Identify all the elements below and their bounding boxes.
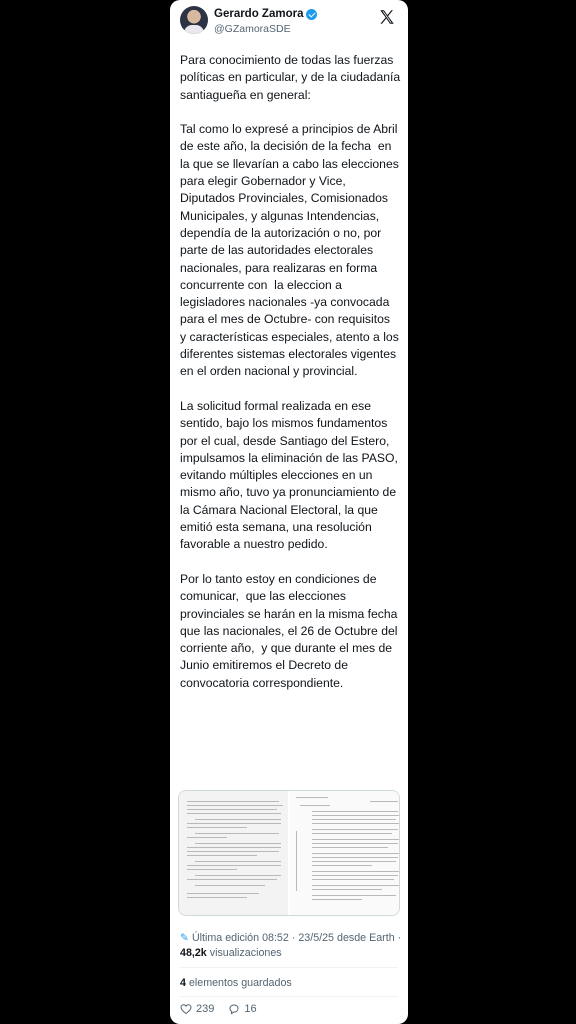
edit-pencil-icon: ✎ — [180, 932, 189, 944]
bookmarks-count[interactable] — [180, 977, 292, 989]
tweet-metadata — [180, 931, 402, 961]
like-button[interactable] — [180, 1003, 214, 1015]
avatar[interactable] — [180, 6, 208, 34]
bookmarks-label: elementos guardados — [188, 977, 292, 989]
like-count: 239 — [196, 1003, 215, 1015]
bookmarks-number: 4 — [180, 977, 186, 989]
x-logo-icon[interactable] — [378, 8, 396, 26]
tweet-date[interactable]: 23/5/25 — [298, 932, 335, 944]
verified-badge-icon — [306, 9, 317, 20]
heart-icon — [180, 1003, 192, 1015]
meta-separator: · — [397, 932, 402, 944]
author-name-row[interactable] — [214, 6, 317, 22]
views-label: visualizaciones — [209, 947, 282, 959]
reply-bubble-icon — [228, 1003, 240, 1015]
tweet-card — [170, 0, 408, 1024]
attached-document-images[interactable] — [178, 790, 400, 916]
tweet-source: desde Earth — [337, 932, 395, 944]
edited-label[interactable]: Última edición — [191, 932, 260, 944]
tweet-time[interactable]: 08:52 — [262, 932, 289, 944]
tweet-header — [180, 4, 398, 38]
divider — [180, 996, 398, 997]
meta-separator: · — [291, 932, 296, 944]
reply-button[interactable] — [228, 1003, 256, 1015]
reply-count: 16 — [244, 1003, 257, 1015]
author-name[interactable]: Gerardo Zamora — [214, 8, 304, 20]
tweet-text: Para conocimiento de todas las fuerzas políticas en particular, y de la ciudadanía santiagueña en general: Tal como lo expresé a principios de Abril de este año, la decisión de la fecha en la que se llevarían a cabo las elecciones para elegir Gobernador y Vice, Diputados Provinciales, Comisionados Municipales, y algunas Intendencias, dependía de la autorización o no, por parte de las autoridades electorales nacionales, para realizaras en forma concurrente con la eleccion a legisladores nacionales -ya convocada para el mes de Octubre- con requisitos y características especiales, atento a los diferentes sistemas electorales vigentes en el orden nacional y provincial. La solicitud formal realizada en ese sentido, bajo los mismos fundamentos por el cual, desde Santiago del Estero, impulsamos la eliminación de las PASO, evitando múltiples elecciones en un mismo año, tuvo ya pronunciamiento de la Cámara Nacional Electoral, la que emitió esta semana, una resolución favorable a nuestro pedido. Por lo tanto estoy en condiciones de comunicar, que las elecciones provinciales se harán en la misma fecha que las nacionales, el 26 de Octubre del corriente año, y que durante el mes de Junio emitiremos el Decreto de convocatoria correspondiente. — [180, 53, 401, 690]
author-handle[interactable]: @GZamoraSDE — [214, 23, 291, 35]
views-count: 48,2k — [180, 947, 207, 959]
tweet-actions — [180, 1003, 257, 1015]
divider — [180, 967, 398, 968]
document-page-1[interactable] — [179, 791, 288, 915]
document-page-2[interactable] — [288, 791, 399, 915]
